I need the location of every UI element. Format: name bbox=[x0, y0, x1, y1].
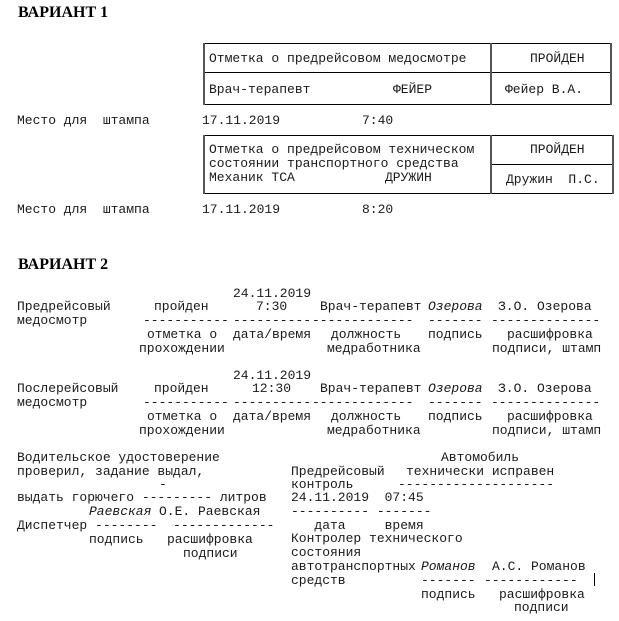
signature: Озерова bbox=[428, 299, 483, 314]
caption-name-2: подписи bbox=[183, 546, 238, 561]
table-top-border bbox=[203, 135, 613, 136]
caption-name-1: расшифровка bbox=[499, 587, 585, 602]
caption-signature: подпись bbox=[428, 409, 483, 424]
table-mid-border bbox=[203, 72, 611, 73]
tech-label-line2: состоянии транспортного средства bbox=[209, 156, 459, 171]
control-datetime: 24.11.2019 07:45 bbox=[291, 490, 424, 505]
dash-datetime: ---------- bbox=[233, 395, 312, 410]
doctor-position: Врач-терапевт bbox=[209, 82, 311, 97]
label-line2: медосмотр bbox=[17, 313, 88, 328]
caption-name-2: подписи, штамп bbox=[492, 423, 602, 438]
dash-name: -------------- bbox=[491, 395, 601, 410]
caption-signature: подпись bbox=[428, 327, 483, 342]
mechanic-signature: ДРУЖИН bbox=[385, 170, 432, 185]
caption-status-2: прохождении bbox=[139, 423, 225, 438]
name: З.О. Озерова bbox=[498, 299, 592, 314]
controller-line3: автотранспортных bbox=[291, 559, 416, 574]
doctor-signature: ФЕЙЕР bbox=[393, 82, 433, 97]
label-line1: Предрейсовый bbox=[291, 464, 385, 479]
medical-stamp-time: 7:40 bbox=[362, 113, 394, 128]
vehicle-line1: Автомобиль bbox=[441, 450, 520, 465]
caption-name-2: подписи, штамп bbox=[492, 341, 602, 356]
controller-line4: средств bbox=[291, 573, 346, 588]
table-right-border bbox=[612, 135, 614, 194]
signature: Озерова bbox=[428, 381, 483, 396]
table-right-border bbox=[610, 43, 612, 105]
tech-status: ПРОЙДЕН bbox=[530, 142, 585, 157]
label-line2: медосмотр bbox=[17, 395, 88, 410]
label-line2: контроль bbox=[291, 477, 354, 492]
caption-name-1: расшифровка bbox=[507, 409, 593, 424]
caption-datetime: дата/время bbox=[233, 327, 312, 342]
date: 24.11.2019 bbox=[233, 286, 312, 301]
name: З.О. Озерова bbox=[498, 381, 592, 396]
dispatcher-role-line: Диспетчер -------- ------------- bbox=[17, 518, 275, 533]
label-line1: Послерейсовый bbox=[17, 381, 119, 396]
table-divider bbox=[490, 43, 492, 105]
caption-position-2: медработника bbox=[327, 423, 421, 438]
datetime-dash: ---------- ------- bbox=[291, 504, 432, 519]
caption-position-2: медработника bbox=[327, 341, 421, 356]
caption-datetime: дата время bbox=[291, 518, 424, 533]
caption-signature: подпись bbox=[89, 532, 144, 547]
controller-signature: Романов bbox=[421, 559, 476, 574]
tech-label-line1: Отметка о предрейсовом техническом bbox=[209, 142, 475, 157]
caption-status-1: отметка о bbox=[147, 327, 218, 342]
dash-status: ----------- bbox=[143, 313, 229, 328]
tech-stamp-date: 17.11.2019 bbox=[202, 202, 281, 217]
caption-status-2: прохождении bbox=[139, 341, 225, 356]
label-line1: Предрейсовый bbox=[17, 299, 111, 314]
text-cursor bbox=[594, 573, 595, 586]
medical-exam-label: Отметка о предрейсовом медосмотре bbox=[209, 51, 467, 66]
caption-position-1: должность bbox=[331, 409, 402, 424]
status: пройден bbox=[154, 299, 209, 314]
caption-datetime: дата/время bbox=[233, 409, 312, 424]
table-bottom-border bbox=[203, 104, 611, 105]
dash-position: ------------- bbox=[312, 395, 414, 410]
controller-line2: состояния bbox=[291, 545, 362, 560]
dispatcher-signature: Раевская bbox=[89, 504, 152, 519]
small-dash: - bbox=[159, 477, 167, 492]
doctor-name: Фейер В.А. bbox=[505, 82, 584, 97]
dash-signature: ------- bbox=[428, 395, 483, 410]
variant1-heading: ВАРИАНТ 1 bbox=[18, 4, 109, 21]
table-divider bbox=[490, 135, 492, 194]
status: пройден bbox=[154, 381, 209, 396]
position: Врач-терапевт bbox=[320, 381, 422, 396]
dash-name: ------------ bbox=[484, 573, 578, 588]
table-left-border bbox=[203, 135, 205, 194]
position: Врач-терапевт bbox=[320, 299, 422, 314]
mechanic-position: Механик ТСА bbox=[209, 170, 295, 185]
license-line2: проверил, задание выдал, bbox=[17, 464, 205, 479]
caption-name-1: расшифровка bbox=[167, 532, 253, 547]
controller-name: А.С. Романов bbox=[492, 559, 586, 574]
controller-line1: Контролер технического bbox=[291, 531, 463, 546]
time: 12:30 bbox=[252, 381, 292, 396]
mechanic-name: Дружин П.С. bbox=[506, 172, 600, 187]
tech-stamp-label: Место для штампа bbox=[17, 202, 150, 217]
date: 24.11.2019 bbox=[233, 368, 312, 383]
dash-datetime: ---------- bbox=[233, 313, 312, 328]
dash-signature: ------- bbox=[428, 313, 483, 328]
tech-stamp-time: 8:20 bbox=[362, 202, 394, 217]
medical-stamp-label: Место для штампа bbox=[17, 113, 150, 128]
caption-name-1: расшифровка bbox=[507, 327, 593, 342]
variant2-heading: ВАРИАНТ 2 bbox=[18, 256, 109, 273]
table-top-border bbox=[203, 43, 611, 44]
license-line1: Водительское удостоверение bbox=[17, 450, 220, 465]
dash-signature: ------- bbox=[421, 573, 476, 588]
medical-exam-status: ПРОЙДЕН bbox=[530, 51, 585, 66]
table-bottom-border bbox=[203, 193, 613, 194]
dispatcher-name: О.Е. Раевская bbox=[159, 504, 261, 519]
caption-name-2: подписи bbox=[514, 600, 569, 615]
caption-position-1: должность bbox=[331, 327, 402, 342]
dash-position: ------------- bbox=[312, 313, 414, 328]
fuel-line: выдать горючего --------- литров bbox=[17, 490, 267, 505]
medical-stamp-date: 17.11.2019 bbox=[202, 113, 281, 128]
table-mid-border bbox=[490, 164, 613, 165]
caption-signature: подпись bbox=[421, 587, 476, 602]
time: 7:30 bbox=[256, 299, 288, 314]
table-left-border bbox=[203, 43, 205, 105]
dash-name: -------------- bbox=[491, 313, 601, 328]
caption-status-1: отметка о bbox=[147, 409, 218, 424]
vehicle-dash: -------------------- bbox=[398, 477, 555, 492]
dash-status: ----------- bbox=[143, 395, 229, 410]
vehicle-line2: технически исправен bbox=[406, 464, 555, 479]
